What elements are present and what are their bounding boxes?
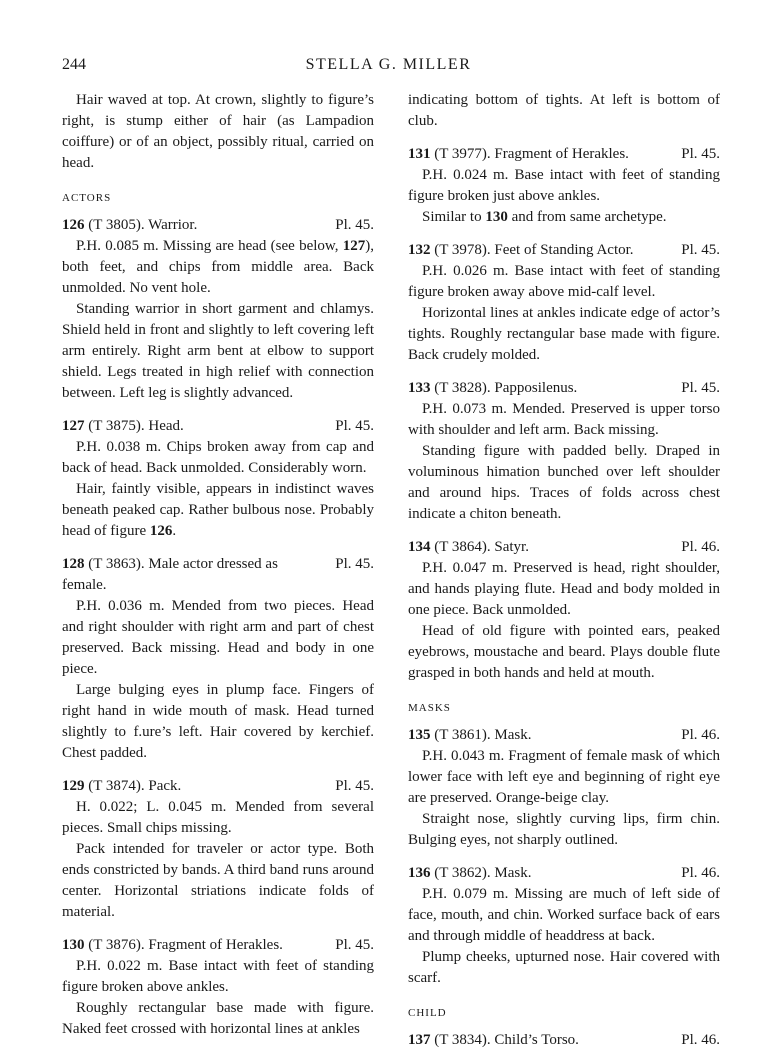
entry-commentary: Straight nose, slightly curving lips, firm chin. Bulging eyes, not sharply outlined. <box>408 811 720 848</box>
entry-number: 130 <box>62 937 85 953</box>
entry-heading <box>408 725 720 746</box>
catalog-entry-130 <box>62 935 374 1040</box>
inventory-number: (T 3863). <box>88 556 145 572</box>
entry-description: P.H. 0.024 m. Base intact with feet of standing figure broken just above ankles. <box>408 167 720 204</box>
plate-reference: Pl. 45. <box>335 778 374 794</box>
plate-reference: Pl. 45. <box>681 146 720 162</box>
entry-title: Male actor dressed as female. <box>62 556 278 593</box>
entry-number: 134 <box>408 539 431 555</box>
entry-title: Feet of Standing Actor. <box>494 242 634 258</box>
entry-title: Head. <box>148 418 184 434</box>
catalog-entry-135 <box>408 725 720 851</box>
plate-reference: Pl. 46. <box>681 539 720 555</box>
entry-description: P.H. 0.073 m. Mended. Preserved is upper torso with shoulder and left arm. Back missing. <box>408 401 720 438</box>
cross-reference: 130 <box>485 209 508 225</box>
entry-number: 128 <box>62 556 85 572</box>
entry-description: P.H. 0.036 m. Mended from two pieces. Head and right shoulder with right arm and part of chest preserved. Back missing. Head and body in one piece. <box>62 598 374 677</box>
entry-number: 131 <box>408 146 431 162</box>
inventory-number: (T 3834). <box>434 1032 491 1048</box>
entry-title: Papposilenus. <box>494 380 578 396</box>
text-segment: . <box>172 523 177 539</box>
catalog-entry-131 <box>408 144 720 228</box>
entry-commentary: Standing warrior in short garment and chlamys. Shield held in front and slightly to left covering left arm entirely. Right arm bent at elbow to support shield. Legs treated in high relief with connection between. Left leg is slightly advanced. <box>62 301 374 401</box>
entry-number: 136 <box>408 865 431 881</box>
entry-description: P.H. 0.026 m. Base intact with feet of standing figure broken away above mid-calf level. <box>408 263 720 300</box>
entry-description: P.H. 0.038 m. Chips broken away from cap and back of head. Back unmolded. Considerably worn. <box>62 439 374 476</box>
entry-commentary: Roughly rectangular base made with figure. Naked feet crossed with horizontal lines at ankles <box>62 1000 374 1037</box>
entry-commentary: Large bulging eyes in plump face. Fingers of right hand in wide mouth of mask. Head turned slightly to f.ure’s left. Hair covered by kerchief. Chest padded. <box>62 682 374 761</box>
entry-heading <box>408 240 720 261</box>
entry-commentary: Plump cheeks, upturned nose. Hair covered with scarf. <box>408 949 720 986</box>
plate-reference: Pl. 45. <box>335 418 374 434</box>
entry-description: P.H. 0.047 m. Preserved is head, right shoulder, and hands playing flute. Head and body molded in one piece. Back unmolded. <box>408 560 720 618</box>
catalog-entry-128 <box>62 554 374 764</box>
section-heading-child: CHILD <box>408 1007 447 1019</box>
text-segment: Hair, faintly visible, appears in indistinct waves beneath peaked cap. Rather bulbous nose. Probably head of figure <box>62 481 374 539</box>
entry-number: 137 <box>408 1032 431 1048</box>
catalog-entry-137 <box>408 1030 720 1051</box>
entry-heading <box>408 144 720 165</box>
text-segment: ), both feet, and chips from middle area. Back unmolded. No vent hole. <box>62 238 374 296</box>
catalog-entry-126 <box>62 215 374 404</box>
catalog-entry-134 <box>408 537 720 684</box>
cross-reference: 126 <box>149 523 173 539</box>
entry-heading <box>408 537 720 558</box>
entry-commentary: Horizontal lines at ankles indicate edge of actor’s tights. Roughly rectangular base made with figure. Back crudely molded. <box>408 305 720 363</box>
entry-commentary <box>62 479 374 542</box>
entry-number: 129 <box>62 778 85 794</box>
plate-reference: Pl. 45. <box>681 242 720 258</box>
inventory-number: (T 3805). <box>88 217 145 233</box>
catalog-entry-129 <box>62 776 374 923</box>
entry-title: Satyr. <box>494 539 529 555</box>
right-column <box>408 90 720 1051</box>
plate-reference: Pl. 45. <box>681 380 720 396</box>
section-heading-actors: ACTORS <box>62 192 112 204</box>
entry-number: 126 <box>62 217 85 233</box>
running-head <box>62 56 715 80</box>
entry-title: Pack. <box>148 778 182 794</box>
entry-title: Mask. <box>494 865 532 881</box>
inventory-number: (T 3977). <box>434 146 491 162</box>
inventory-number: (T 3828). <box>434 380 491 396</box>
intro-paragraph: Hair waved at top. At crown, slightly to figure’s right, is stump either of hair (as Lampadion coiffure) or of an object, possibly ritual, carried on head. <box>62 92 374 171</box>
plate-reference: Pl. 45. <box>335 556 374 572</box>
entry-description: P.H. 0.022 m. Base intact with feet of standing figure broken above ankles. <box>62 958 374 995</box>
inventory-number: (T 3864). <box>434 539 491 555</box>
entry-title: Child’s Torso. <box>494 1032 579 1048</box>
continued-paragraph: indicating bottom of tights. At left is bottom of club. <box>408 92 720 129</box>
entry-title: Warrior. <box>148 217 198 233</box>
entry-heading <box>408 863 720 884</box>
entry-heading <box>62 554 374 596</box>
plate-reference: Pl. 45. <box>335 217 374 233</box>
entry-heading <box>62 776 374 797</box>
entry-heading <box>62 416 374 437</box>
entry-heading <box>62 935 374 956</box>
running-title: STELLA G. MILLER <box>305 56 472 73</box>
entry-heading <box>408 378 720 399</box>
catalog-entry-136 <box>408 863 720 989</box>
section-heading-masks: MASKS <box>408 702 451 714</box>
entry-heading <box>408 1030 720 1051</box>
plate-reference: Pl. 45. <box>335 937 374 953</box>
entry-title: Fragment of Herakles. <box>148 937 283 953</box>
entry-number: 135 <box>408 727 431 743</box>
entry-commentary: Head of old figure with pointed ears, peaked eyebrows, moustache and beard. Plays double flute grasped in both hands and held at mouth. <box>408 623 720 681</box>
entry-heading <box>62 215 374 236</box>
page-number: 244 <box>62 56 86 73</box>
catalog-entry-127 <box>62 416 374 542</box>
entry-number: 133 <box>408 380 431 396</box>
text-segment: Similar to <box>422 209 486 225</box>
entry-number: 132 <box>408 242 431 258</box>
cross-reference: 127 <box>342 238 366 254</box>
left-column <box>62 90 374 1040</box>
plate-reference: Pl. 46. <box>681 865 720 881</box>
entry-description: P.H. 0.043 m. Fragment of female mask of which lower face with left eye and beginning of right eye are preserved. Orange-beige clay. <box>408 748 720 806</box>
text-segment: and from same archetype. <box>507 209 667 225</box>
entry-number: 127 <box>62 418 85 434</box>
entry-title: Mask. <box>494 727 532 743</box>
entry-description: P.H. 0.079 m. Missing are much of left side of face, mouth, and chin. Worked surface back of ears and through middle of headdress at back. <box>408 886 720 944</box>
plate-reference: Pl. 46. <box>681 1032 720 1048</box>
entry-commentary: Standing figure with padded belly. Draped in voluminous himation bunched over left shoulder and around hips. Traces of folds across chest indicate a chiton beneath. <box>408 443 720 522</box>
text-segment: P.H. 0.085 m. Missing are head (see below, <box>76 238 343 254</box>
catalog-entry-132 <box>408 240 720 366</box>
plate-reference: Pl. 46. <box>681 727 720 743</box>
entry-title: Fragment of Herakles. <box>494 146 629 162</box>
inventory-number: (T 3876). <box>88 937 145 953</box>
entry-description: H. 0.022; L. 0.045 m. Mended from several pieces. Small chips missing. <box>62 799 374 836</box>
entry-commentary: Pack intended for traveler or actor type. Both ends constricted by bands. A third band runs around center. Horizontal striations indicate folds of material. <box>62 841 374 920</box>
inventory-number: (T 3875). <box>88 418 145 434</box>
inventory-number: (T 3978). <box>434 242 491 258</box>
entry-description <box>62 236 374 299</box>
inventory-number: (T 3861). <box>434 727 491 743</box>
catalog-entry-133 <box>408 378 720 525</box>
entry-commentary <box>408 207 720 228</box>
inventory-number: (T 3874). <box>88 778 145 794</box>
inventory-number: (T 3862). <box>434 865 491 881</box>
